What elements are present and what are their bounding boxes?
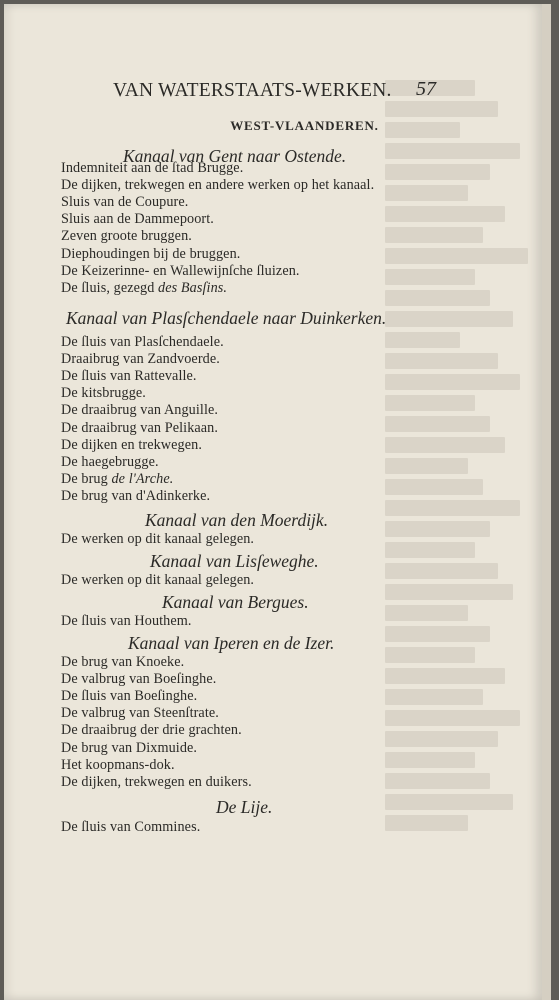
work-item-text: De brug xyxy=(61,470,112,487)
page-number: 57 xyxy=(416,78,436,100)
region-heading: WEST-VLAANDEREN. xyxy=(230,118,379,133)
work-item: De draaibrug der drie grachten. xyxy=(61,722,242,739)
canal-heading: Kanaal van Gent naar Ostende. xyxy=(123,146,347,166)
canal-heading: Kanaal van Lisſeweghe. xyxy=(150,551,319,571)
work-item: De brug van Dixmuide. xyxy=(61,739,198,756)
work-item: Draaibrug van Zandvoerde. xyxy=(61,351,220,368)
canal-heading: Kanaal van Bergues. xyxy=(162,592,309,612)
work-item: De haegebrugge. xyxy=(61,453,159,470)
work-item: De ſluis van Houthem. xyxy=(61,613,192,629)
work-item: De dijken, trekwegen en andere werken op het kanaal. xyxy=(61,177,375,194)
work-item: De valbrug van Steenſtrate. xyxy=(61,705,219,722)
work-item: De ſluis van Rattevalle. xyxy=(61,368,197,385)
canal-heading: Kanaal van den Moerdijk. xyxy=(145,510,329,530)
work-item: De brug van Knoeke. xyxy=(61,654,185,670)
work-item: De ſluis van Plasſchendaele. xyxy=(61,334,224,350)
work-item: De dijken, trekwegen en duikers. xyxy=(61,773,252,790)
work-item: De dijken en trekwegen. xyxy=(61,436,202,453)
work-item: De draaibrug van Anguille. xyxy=(61,402,219,419)
work-item: Sluis van de Coupure. xyxy=(61,194,189,211)
running-title: VAN WATERSTAATS-WERKEN. xyxy=(113,80,392,101)
work-item: De kitsbrugge. xyxy=(61,385,146,402)
work-item xyxy=(61,471,173,488)
work-item xyxy=(61,280,227,297)
canal-heading: De Lije. xyxy=(216,797,273,817)
work-item: De ſluis van Commines. xyxy=(61,819,201,835)
work-item: De draaibrug van Pelikaan. xyxy=(61,419,219,436)
work-item: Zeven groote bruggen. xyxy=(61,228,192,245)
work-item: Sluis aan de Dammepoort. xyxy=(61,211,214,228)
work-item: De brug van d'Adinkerke. xyxy=(61,487,211,504)
canal-heading: Kanaal van Iperen en de Izer. xyxy=(128,633,335,653)
work-item: Het koopmans-dok. xyxy=(61,756,175,773)
work-item: De werken op dit kanaal gelegen. xyxy=(61,572,255,588)
work-item: Indemniteit aan de ſtad Brugge. xyxy=(61,160,244,176)
work-item: De werken op dit kanaal gelegen. xyxy=(61,531,255,547)
work-item-text: De ſluis, gezegd xyxy=(61,279,159,296)
work-item-italic: de l'Arche. xyxy=(111,470,174,487)
work-item: De Keizerinne- en Wallewijnſche ſluizen. xyxy=(61,262,300,279)
work-item: Diephoudingen bij de bruggen. xyxy=(61,245,241,262)
work-item-italic: des Basſins. xyxy=(158,279,228,296)
canal-heading: Kanaal van Plasſchendaele naar Duinkerken. xyxy=(66,308,387,328)
work-item: De ſluis van Boeſinghe. xyxy=(61,688,198,705)
work-item: De valbrug van Boeſinghe. xyxy=(61,671,217,688)
